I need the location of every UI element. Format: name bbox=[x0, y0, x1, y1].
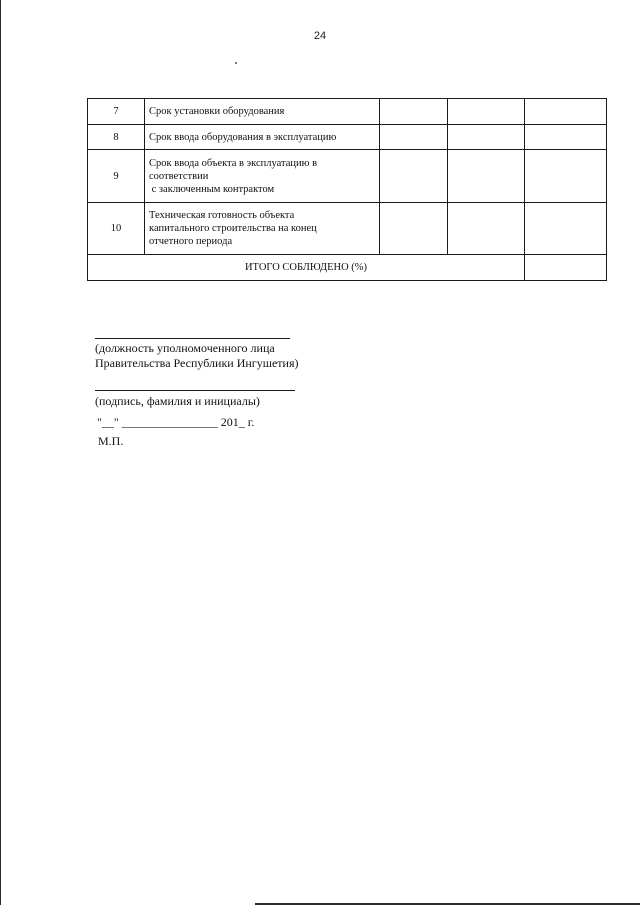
row-description-line: Техническая готовность объекта bbox=[149, 210, 295, 221]
table-row bbox=[88, 99, 607, 125]
row-description bbox=[145, 99, 380, 125]
table-row bbox=[88, 125, 607, 150]
page-number: 24 bbox=[313, 30, 327, 42]
row-number: 10 bbox=[88, 203, 145, 255]
date-line: "__" ________________ 201_ г. bbox=[97, 415, 255, 429]
position-caption-line2: Правительства Республики Ингушетия) bbox=[95, 356, 299, 370]
position-underline bbox=[95, 338, 290, 339]
row-description bbox=[145, 150, 380, 203]
position-caption-line1: (должность уполномоченного лица bbox=[95, 341, 275, 355]
row-description-line: Срок ввода объекта в эксплуатацию в bbox=[149, 157, 318, 169]
total-label: ИТОГО СОБЛЮДЕНО (%) bbox=[88, 255, 525, 281]
table-cell-empty bbox=[380, 125, 448, 150]
table-cell-empty bbox=[448, 125, 525, 150]
row-description-line: соответствии bbox=[149, 170, 209, 182]
seal-mark: М.П. bbox=[98, 434, 124, 448]
row-description-line: с заключенным контрактом bbox=[149, 183, 275, 195]
signature-caption: (подпись, фамилия и инициалы) bbox=[95, 394, 260, 408]
table-cell-empty bbox=[448, 203, 525, 255]
table-cell-empty bbox=[380, 203, 448, 255]
table-cell-empty bbox=[448, 150, 525, 203]
table-cell-empty bbox=[525, 125, 607, 150]
scan-edge-left bbox=[0, 0, 1, 905]
table-cell-empty bbox=[525, 99, 607, 125]
table-row bbox=[88, 150, 607, 203]
row-description-line: Срок ввода оборудования в эксплуатацию bbox=[149, 131, 337, 143]
report-table bbox=[87, 98, 607, 281]
row-description-line: отчетного периода bbox=[149, 236, 233, 247]
table-cell-empty bbox=[525, 203, 607, 255]
table-row bbox=[88, 203, 607, 255]
row-number: 7 bbox=[88, 99, 145, 125]
row-description bbox=[145, 203, 380, 255]
row-description-line: капитального строительства на конец bbox=[149, 223, 317, 234]
table-cell-empty bbox=[525, 150, 607, 203]
table-cell-empty bbox=[380, 150, 448, 203]
row-description bbox=[145, 125, 380, 150]
total-value-cell bbox=[525, 255, 607, 281]
table-cell-empty bbox=[380, 99, 448, 125]
row-number: 8 bbox=[88, 125, 145, 150]
row-description-line: Срок установки оборудования bbox=[149, 106, 285, 117]
signature-underline bbox=[95, 390, 295, 391]
scan-speck bbox=[235, 62, 237, 64]
table-cell-empty bbox=[448, 99, 525, 125]
row-number: 9 bbox=[88, 150, 145, 203]
total-row bbox=[88, 255, 607, 281]
